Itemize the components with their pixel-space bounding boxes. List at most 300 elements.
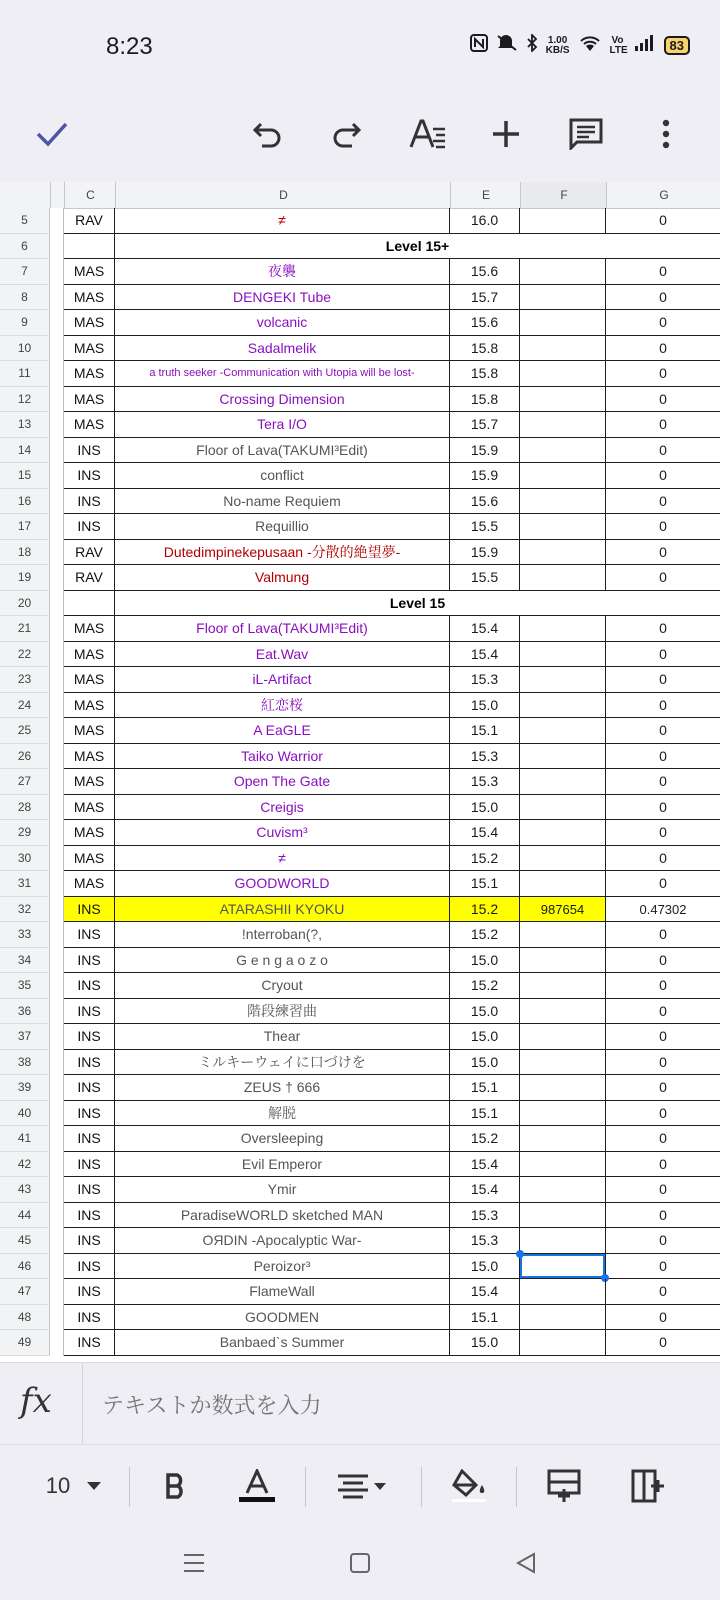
row-number[interactable]: 22 bbox=[0, 642, 50, 668]
cell-song-title[interactable]: ParadiseWORLD sketched MAN bbox=[115, 1203, 450, 1229]
row-number[interactable]: 14 bbox=[0, 438, 50, 464]
row-number[interactable]: 44 bbox=[0, 1203, 50, 1229]
font-size-dropdown[interactable] bbox=[34, 1463, 114, 1509]
cell-difficulty[interactable]: INS bbox=[64, 1101, 115, 1127]
redo-icon[interactable] bbox=[322, 110, 370, 158]
cell-rate[interactable]: 0 bbox=[606, 310, 720, 336]
cell-song-title[interactable]: Dutedimpinekepusaan -分散的絶望夢- bbox=[115, 540, 450, 566]
row-number[interactable]: 34 bbox=[0, 948, 50, 974]
frozen-divider-cell bbox=[50, 1075, 64, 1101]
row-number[interactable]: 18 bbox=[0, 540, 50, 566]
cell-score[interactable] bbox=[520, 1152, 606, 1178]
cell-score[interactable] bbox=[520, 1279, 606, 1305]
cell-level[interactable]: 15.0 bbox=[450, 1050, 520, 1076]
cell-song-title[interactable]: Creigis bbox=[115, 795, 450, 821]
row-number[interactable]: 47 bbox=[0, 1279, 50, 1305]
cell-song-title[interactable]: volcanic bbox=[115, 310, 450, 336]
cell-song-title[interactable]: Tera I/O bbox=[115, 412, 450, 438]
cell-song-title[interactable]: Floor of Lava(TAKUMI³Edit) bbox=[115, 616, 450, 642]
cell-song-title[interactable]: ATARASHII KYOKU bbox=[115, 897, 450, 923]
cell-level[interactable]: 15.1 bbox=[450, 1101, 520, 1127]
section-title[interactable]: Level 15+ bbox=[115, 234, 720, 260]
cell-level[interactable]: 15.5 bbox=[450, 565, 520, 591]
cell-rate[interactable]: 0 bbox=[606, 259, 720, 285]
cell-difficulty[interactable]: INS bbox=[64, 1024, 115, 1050]
cell-level[interactable]: 15.3 bbox=[450, 744, 520, 770]
cell-score[interactable] bbox=[520, 1254, 606, 1280]
cell-score[interactable]: 987654 bbox=[520, 897, 606, 923]
cell-rate[interactable]: 0 bbox=[606, 387, 720, 413]
cell-level[interactable]: 16.0 bbox=[450, 208, 520, 234]
cell-score[interactable] bbox=[520, 973, 606, 999]
cell-rate[interactable]: 0 bbox=[606, 1050, 720, 1076]
check-icon[interactable] bbox=[28, 110, 76, 158]
cell-rate[interactable]: 0 bbox=[606, 1101, 720, 1127]
cell-level[interactable]: 15.8 bbox=[450, 361, 520, 387]
cell-song-title[interactable]: ≠ bbox=[115, 208, 450, 234]
table-row bbox=[0, 871, 720, 897]
cell-level[interactable]: 15.1 bbox=[450, 871, 520, 897]
separator bbox=[129, 1467, 130, 1507]
cell-song-title[interactable]: DENGEKI Tube bbox=[115, 285, 450, 311]
cell-score[interactable] bbox=[520, 285, 606, 311]
row-number[interactable]: 46 bbox=[0, 1254, 50, 1280]
fill-color-icon[interactable] bbox=[446, 1463, 492, 1509]
cell-difficulty[interactable]: INS bbox=[64, 897, 115, 923]
cell-level[interactable]: 15.6 bbox=[450, 489, 520, 515]
cell-rate[interactable]: 0 bbox=[606, 1228, 720, 1254]
cell-song-title[interactable]: 夜襲 bbox=[115, 259, 450, 285]
cell-level[interactable]: 15.3 bbox=[450, 769, 520, 795]
row-number[interactable]: 48 bbox=[0, 1305, 50, 1331]
cell-difficulty[interactable]: MAS bbox=[64, 412, 115, 438]
cell-score[interactable] bbox=[520, 1024, 606, 1050]
cell-difficulty[interactable]: MAS bbox=[64, 846, 115, 872]
cell-difficulty[interactable]: INS bbox=[64, 463, 115, 489]
cell-level[interactable]: 15.4 bbox=[450, 616, 520, 642]
cell-difficulty[interactable]: INS bbox=[64, 1254, 115, 1280]
row-number[interactable]: 17 bbox=[0, 514, 50, 540]
cell-score[interactable] bbox=[520, 871, 606, 897]
menu-icon[interactable] bbox=[174, 1546, 214, 1580]
row-number[interactable]: 16 bbox=[0, 489, 50, 515]
cell-difficulty[interactable]: INS bbox=[64, 1228, 115, 1254]
cell-score[interactable] bbox=[520, 387, 606, 413]
corner-cell[interactable] bbox=[0, 182, 50, 208]
cell-rate[interactable]: 0 bbox=[606, 1177, 720, 1203]
cell-rate[interactable]: 0 bbox=[606, 1305, 720, 1331]
row-number[interactable]: 35 bbox=[0, 973, 50, 999]
bold-icon[interactable] bbox=[154, 1463, 198, 1509]
cell-level[interactable]: 15.8 bbox=[450, 387, 520, 413]
cell-song-title[interactable]: Cryout bbox=[115, 973, 450, 999]
column-header-f[interactable]: F bbox=[520, 182, 607, 208]
cell-song-title[interactable]: Banbaed`s Summer bbox=[115, 1330, 450, 1356]
cell-rate[interactable]: 0 bbox=[606, 438, 720, 464]
row-number[interactable]: 30 bbox=[0, 846, 50, 872]
cell-score[interactable] bbox=[520, 642, 606, 668]
cell-score[interactable] bbox=[520, 922, 606, 948]
cell-score[interactable] bbox=[520, 1305, 606, 1331]
cell-difficulty[interactable]: INS bbox=[64, 1177, 115, 1203]
cell-difficulty[interactable]: MAS bbox=[64, 744, 115, 770]
cell-difficulty[interactable]: MAS bbox=[64, 336, 115, 362]
row-number[interactable]: 19 bbox=[0, 565, 50, 591]
cell-score[interactable] bbox=[520, 948, 606, 974]
cell-song-title[interactable]: Evil Emperor bbox=[115, 1152, 450, 1178]
cell-difficulty[interactable]: RAV bbox=[64, 208, 115, 234]
row-number[interactable]: 36 bbox=[0, 999, 50, 1025]
back-icon[interactable] bbox=[506, 1546, 546, 1580]
cell-level[interactable]: 15.4 bbox=[450, 1279, 520, 1305]
cell-c[interactable] bbox=[64, 591, 115, 617]
cell-rate[interactable]: 0 bbox=[606, 667, 720, 693]
row-number[interactable]: 42 bbox=[0, 1152, 50, 1178]
row-number[interactable]: 29 bbox=[0, 820, 50, 846]
cell-rate[interactable]: 0 bbox=[606, 285, 720, 311]
spreadsheet-grid[interactable] bbox=[0, 182, 720, 1362]
cell-score[interactable] bbox=[520, 463, 606, 489]
cell-song-title[interactable]: Taiko Warrior bbox=[115, 744, 450, 770]
cell-level[interactable]: 15.1 bbox=[450, 718, 520, 744]
row-number[interactable]: 5 bbox=[0, 208, 50, 234]
row-number[interactable]: 27 bbox=[0, 769, 50, 795]
cell-score[interactable] bbox=[520, 795, 606, 821]
cell-score[interactable] bbox=[520, 310, 606, 336]
cell-rate[interactable]: 0 bbox=[606, 922, 720, 948]
cell-song-title[interactable]: FlameWall bbox=[115, 1279, 450, 1305]
row-number[interactable]: 32 bbox=[0, 897, 50, 923]
cell-level[interactable]: 15.7 bbox=[450, 285, 520, 311]
cell-rate[interactable]: 0 bbox=[606, 1126, 720, 1152]
cell-song-title[interactable]: Eat.Wav bbox=[115, 642, 450, 668]
cell-level[interactable]: 15.2 bbox=[450, 922, 520, 948]
row-number[interactable]: 25 bbox=[0, 718, 50, 744]
cell-rate[interactable]: 0 bbox=[606, 769, 720, 795]
cell-score[interactable] bbox=[520, 1228, 606, 1254]
cell-difficulty[interactable]: INS bbox=[64, 922, 115, 948]
cell-difficulty[interactable]: MAS bbox=[64, 718, 115, 744]
cell-rate[interactable]: 0 bbox=[606, 718, 720, 744]
cell-score[interactable] bbox=[520, 820, 606, 846]
cell-song-title[interactable]: conflict bbox=[115, 463, 450, 489]
cell-difficulty[interactable]: MAS bbox=[64, 667, 115, 693]
cell-score[interactable] bbox=[520, 693, 606, 719]
cell-song-title[interactable]: Ymir bbox=[115, 1177, 450, 1203]
cell-rate[interactable]: 0 bbox=[606, 540, 720, 566]
column-header-c[interactable]: C bbox=[64, 182, 116, 208]
cell-rate[interactable]: 0 bbox=[606, 795, 720, 821]
row-number[interactable]: 8 bbox=[0, 285, 50, 311]
row-number[interactable]: 24 bbox=[0, 693, 50, 719]
cell-score[interactable] bbox=[520, 438, 606, 464]
cell-difficulty[interactable]: INS bbox=[64, 973, 115, 999]
cell-score[interactable] bbox=[520, 565, 606, 591]
cell-song-title[interactable]: A EaGLE bbox=[115, 718, 450, 744]
add-icon[interactable] bbox=[482, 110, 530, 158]
cell-difficulty[interactable]: MAS bbox=[64, 259, 115, 285]
cell-level[interactable]: 15.3 bbox=[450, 667, 520, 693]
cell-rate[interactable]: 0 bbox=[606, 412, 720, 438]
cell-song-title[interactable]: Thear bbox=[115, 1024, 450, 1050]
cell-rate[interactable]: 0 bbox=[606, 973, 720, 999]
cell-difficulty[interactable]: INS bbox=[64, 1279, 115, 1305]
cell-level[interactable]: 15.9 bbox=[450, 463, 520, 489]
cell-score[interactable] bbox=[520, 999, 606, 1025]
cell-song-title[interactable]: 解脱 bbox=[115, 1101, 450, 1127]
row-number[interactable]: 15 bbox=[0, 463, 50, 489]
cell-score[interactable] bbox=[520, 1203, 606, 1229]
cell-song-title[interactable]: iL-Artifact bbox=[115, 667, 450, 693]
cell-score[interactable] bbox=[520, 259, 606, 285]
cell-level[interactable]: 15.4 bbox=[450, 820, 520, 846]
cell-level[interactable]: 15.2 bbox=[450, 973, 520, 999]
cell-difficulty[interactable]: MAS bbox=[64, 361, 115, 387]
cell-rate[interactable]: 0.47302 bbox=[606, 897, 720, 923]
cell-difficulty[interactable]: INS bbox=[64, 1203, 115, 1229]
cell-score[interactable] bbox=[520, 1330, 606, 1356]
row-number[interactable]: 33 bbox=[0, 922, 50, 948]
cell-song-title[interactable]: GOODWORLD bbox=[115, 871, 450, 897]
cell-level[interactable]: 15.6 bbox=[450, 310, 520, 336]
cell-level[interactable]: 15.8 bbox=[450, 336, 520, 362]
frozen-divider-cell bbox=[50, 1101, 64, 1127]
cell-difficulty[interactable]: INS bbox=[64, 1075, 115, 1101]
row-number[interactable]: 49 bbox=[0, 1330, 50, 1356]
row-number[interactable]: 26 bbox=[0, 744, 50, 770]
cell-song-title[interactable]: ≠ bbox=[115, 846, 450, 872]
cell-rate[interactable]: 0 bbox=[606, 871, 720, 897]
row-number[interactable]: 39 bbox=[0, 1075, 50, 1101]
cell-score[interactable] bbox=[520, 540, 606, 566]
cell-level[interactable]: 15.4 bbox=[450, 1177, 520, 1203]
cell-song-title[interactable]: G e n g a o z o bbox=[115, 948, 450, 974]
home-icon[interactable] bbox=[340, 1546, 380, 1580]
cell-difficulty[interactable]: INS bbox=[64, 1330, 115, 1356]
cell-song-title[interactable]: Crossing Dimension bbox=[115, 387, 450, 413]
text-color-icon[interactable] bbox=[232, 1463, 282, 1509]
cell-difficulty[interactable]: INS bbox=[64, 948, 115, 974]
cell-score[interactable] bbox=[520, 718, 606, 744]
cell-difficulty[interactable]: INS bbox=[64, 514, 115, 540]
cell-difficulty[interactable]: MAS bbox=[64, 285, 115, 311]
cell-level[interactable]: 15.0 bbox=[450, 1254, 520, 1280]
cell-level[interactable]: 15.0 bbox=[450, 1024, 520, 1050]
cell-rate[interactable]: 0 bbox=[606, 1075, 720, 1101]
cell-difficulty[interactable]: INS bbox=[64, 1305, 115, 1331]
cell-difficulty[interactable]: INS bbox=[64, 1126, 115, 1152]
cell-score[interactable] bbox=[520, 846, 606, 872]
more-icon[interactable] bbox=[642, 110, 690, 158]
undo-icon[interactable] bbox=[244, 110, 292, 158]
cell-level[interactable]: 15.5 bbox=[450, 514, 520, 540]
table-row bbox=[0, 667, 720, 693]
cell-difficulty[interactable]: MAS bbox=[64, 642, 115, 668]
cell-song-title[interactable]: 階段練習曲 bbox=[115, 999, 450, 1025]
cell-rate[interactable]: 0 bbox=[606, 336, 720, 362]
column-header-e[interactable]: E bbox=[450, 182, 521, 208]
cell-score[interactable] bbox=[520, 208, 606, 234]
cell-song-title[interactable]: Oversleeping bbox=[115, 1126, 450, 1152]
cell-level[interactable]: 15.0 bbox=[450, 795, 520, 821]
cell-rate[interactable]: 0 bbox=[606, 489, 720, 515]
cell-score[interactable] bbox=[520, 616, 606, 642]
cell-difficulty[interactable]: INS bbox=[64, 489, 115, 515]
cell-score[interactable] bbox=[520, 336, 606, 362]
cell-song-title[interactable]: Floor of Lava(TAKUMI³Edit) bbox=[115, 438, 450, 464]
selection-handle[interactable] bbox=[516, 1250, 524, 1258]
cell-c[interactable] bbox=[64, 234, 115, 260]
cell-difficulty[interactable]: RAV bbox=[64, 565, 115, 591]
insert-row-icon[interactable] bbox=[542, 1463, 586, 1509]
cell-level[interactable]: 15.2 bbox=[450, 1126, 520, 1152]
cell-rate[interactable]: 0 bbox=[606, 820, 720, 846]
cell-rate[interactable]: 0 bbox=[606, 463, 720, 489]
cell-song-title[interactable]: ミルキーウェイに口づけを bbox=[115, 1050, 450, 1076]
cell-rate[interactable]: 0 bbox=[606, 1152, 720, 1178]
cell-score[interactable] bbox=[520, 769, 606, 795]
cell-song-title[interactable]: Peroizor³ bbox=[115, 1254, 450, 1280]
cell-level[interactable]: 15.3 bbox=[450, 1203, 520, 1229]
row-number[interactable]: 38 bbox=[0, 1050, 50, 1076]
row-number[interactable]: 40 bbox=[0, 1101, 50, 1127]
cell-song-title[interactable]: a truth seeker -Communication with Utopia will be lost- bbox=[115, 361, 450, 387]
cell-score[interactable] bbox=[520, 1075, 606, 1101]
cell-song-title[interactable]: Sadalmelik bbox=[115, 336, 450, 362]
cell-song-title[interactable]: Requillio bbox=[115, 514, 450, 540]
cell-difficulty[interactable]: MAS bbox=[64, 387, 115, 413]
cell-rate[interactable]: 0 bbox=[606, 1330, 720, 1356]
cell-song-title[interactable]: Cuvism³ bbox=[115, 820, 450, 846]
row-number[interactable]: 21 bbox=[0, 616, 50, 642]
cell-rate[interactable]: 0 bbox=[606, 999, 720, 1025]
insert-column-icon[interactable] bbox=[626, 1463, 670, 1509]
cell-difficulty[interactable]: MAS bbox=[64, 820, 115, 846]
cell-difficulty[interactable]: INS bbox=[64, 999, 115, 1025]
cell-level[interactable]: 15.0 bbox=[450, 999, 520, 1025]
frozen-divider-cell bbox=[50, 489, 64, 515]
cell-rate[interactable]: 0 bbox=[606, 1203, 720, 1229]
row-number[interactable]: 11 bbox=[0, 361, 50, 387]
cell-level[interactable]: 15.2 bbox=[450, 846, 520, 872]
cell-difficulty[interactable]: MAS bbox=[64, 795, 115, 821]
cell-song-title[interactable]: GOODMEN bbox=[115, 1305, 450, 1331]
cell-difficulty[interactable]: INS bbox=[64, 1050, 115, 1076]
column-header-g[interactable]: G bbox=[606, 182, 720, 208]
row-number[interactable]: 23 bbox=[0, 667, 50, 693]
cell-song-title[interactable]: OЯDIN -Apocalyptic War- bbox=[115, 1228, 450, 1254]
cell-score[interactable] bbox=[520, 1101, 606, 1127]
text-format-icon[interactable] bbox=[404, 110, 452, 158]
row-number[interactable]: 31 bbox=[0, 871, 50, 897]
cell-difficulty[interactable]: MAS bbox=[64, 769, 115, 795]
cell-level[interactable]: 15.0 bbox=[450, 948, 520, 974]
cell-level[interactable]: 15.0 bbox=[450, 1330, 520, 1356]
row-number[interactable]: 6 bbox=[0, 234, 50, 260]
cell-level[interactable]: 15.0 bbox=[450, 693, 520, 719]
cell-difficulty[interactable]: MAS bbox=[64, 693, 115, 719]
frozen-divider[interactable] bbox=[50, 182, 65, 208]
cell-song-title[interactable]: ZEUS † 666 bbox=[115, 1075, 450, 1101]
align-icon[interactable] bbox=[332, 1463, 394, 1509]
row-number[interactable]: 13 bbox=[0, 412, 50, 438]
cell-level[interactable]: 15.7 bbox=[450, 412, 520, 438]
table-row bbox=[0, 718, 720, 744]
row-number[interactable]: 37 bbox=[0, 1024, 50, 1050]
row-number[interactable]: 12 bbox=[0, 387, 50, 413]
row-number[interactable]: 28 bbox=[0, 795, 50, 821]
row-number[interactable]: 9 bbox=[0, 310, 50, 336]
cell-rate[interactable]: 0 bbox=[606, 514, 720, 540]
cell-rate[interactable]: 0 bbox=[606, 1279, 720, 1305]
cell-difficulty[interactable]: MAS bbox=[64, 616, 115, 642]
cell-score[interactable] bbox=[520, 1126, 606, 1152]
row-number[interactable]: 43 bbox=[0, 1177, 50, 1203]
cell-level[interactable]: 15.6 bbox=[450, 259, 520, 285]
comment-icon[interactable] bbox=[562, 110, 610, 158]
cell-rate[interactable]: 0 bbox=[606, 208, 720, 234]
cell-rate[interactable]: 0 bbox=[606, 616, 720, 642]
cell-rate[interactable]: 0 bbox=[606, 744, 720, 770]
row-number[interactable]: 7 bbox=[0, 259, 50, 285]
cell-level[interactable]: 15.9 bbox=[450, 438, 520, 464]
row-number[interactable]: 20 bbox=[0, 591, 50, 617]
cell-difficulty[interactable]: MAS bbox=[64, 871, 115, 897]
cell-rate[interactable]: 0 bbox=[606, 565, 720, 591]
cell-level[interactable]: 15.1 bbox=[450, 1075, 520, 1101]
cell-score[interactable] bbox=[520, 489, 606, 515]
cell-rate[interactable]: 0 bbox=[606, 693, 720, 719]
formula-input[interactable] bbox=[100, 1385, 704, 1427]
column-header-d[interactable]: D bbox=[115, 182, 451, 208]
cell-rate[interactable]: 0 bbox=[606, 1024, 720, 1050]
cell-level[interactable]: 15.9 bbox=[450, 540, 520, 566]
cell-rate[interactable]: 0 bbox=[606, 846, 720, 872]
table-row bbox=[0, 489, 720, 515]
row-number[interactable]: 10 bbox=[0, 336, 50, 362]
cell-difficulty[interactable]: INS bbox=[64, 1152, 115, 1178]
cell-song-title[interactable]: 紅恋桜 bbox=[115, 693, 450, 719]
cell-song-title[interactable]: Valmung bbox=[115, 565, 450, 591]
cell-score[interactable] bbox=[520, 667, 606, 693]
cell-level[interactable]: 15.4 bbox=[450, 642, 520, 668]
cell-score[interactable] bbox=[520, 361, 606, 387]
cell-difficulty[interactable]: RAV bbox=[64, 540, 115, 566]
row-number[interactable]: 45 bbox=[0, 1228, 50, 1254]
cell-song-title[interactable]: !nterroban(?, bbox=[115, 922, 450, 948]
cell-difficulty[interactable]: INS bbox=[64, 438, 115, 464]
cell-level[interactable]: 15.1 bbox=[450, 1305, 520, 1331]
cell-level[interactable]: 15.4 bbox=[450, 1152, 520, 1178]
cell-score[interactable] bbox=[520, 1177, 606, 1203]
cell-level[interactable]: 15.2 bbox=[450, 897, 520, 923]
cell-rate[interactable]: 0 bbox=[606, 948, 720, 974]
frozen-divider-cell bbox=[50, 948, 64, 974]
cell-rate[interactable]: 0 bbox=[606, 642, 720, 668]
section-title[interactable]: Level 15 bbox=[115, 591, 720, 617]
cell-song-title[interactable]: No-name Requiem bbox=[115, 489, 450, 515]
cell-score[interactable] bbox=[520, 1050, 606, 1076]
cell-score[interactable] bbox=[520, 744, 606, 770]
cell-difficulty[interactable]: MAS bbox=[64, 310, 115, 336]
cell-rate[interactable]: 0 bbox=[606, 1254, 720, 1280]
cell-song-title[interactable]: Open The Gate bbox=[115, 769, 450, 795]
row-number[interactable]: 41 bbox=[0, 1126, 50, 1152]
cell-rate[interactable]: 0 bbox=[606, 361, 720, 387]
cell-level[interactable]: 15.3 bbox=[450, 1228, 520, 1254]
cell-score[interactable] bbox=[520, 514, 606, 540]
cell-score[interactable] bbox=[520, 412, 606, 438]
